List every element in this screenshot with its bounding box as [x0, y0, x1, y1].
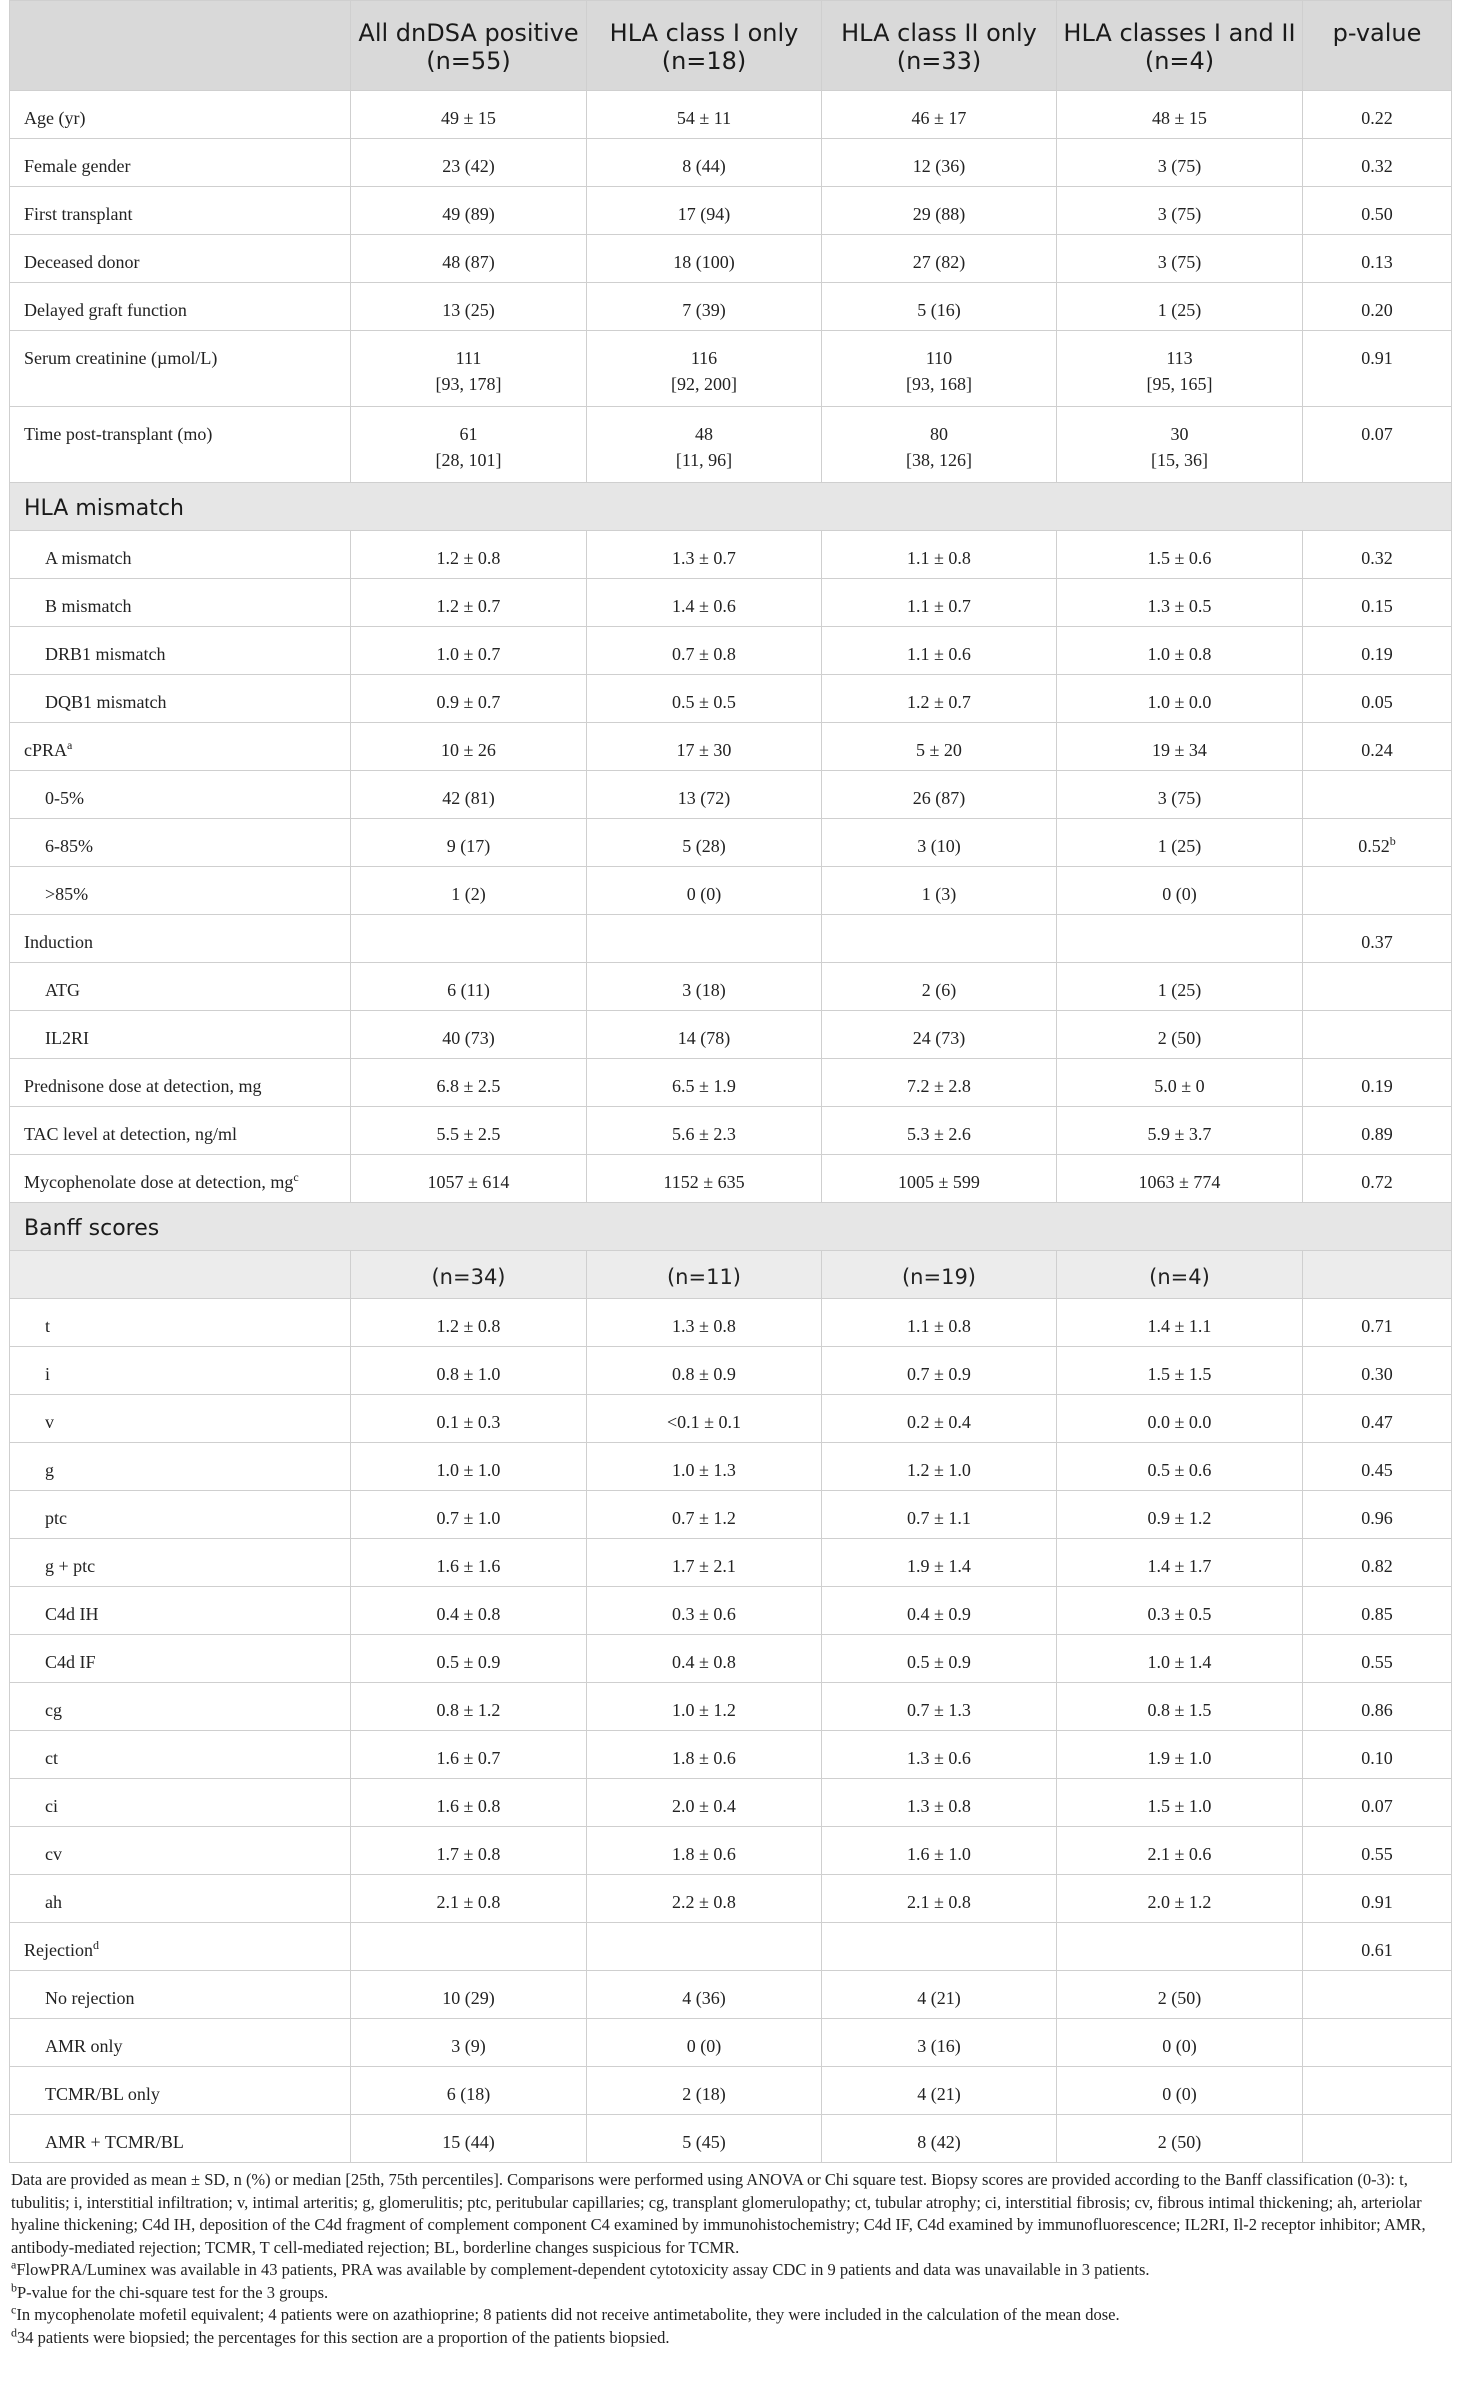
table-row: TCMR/BL only 6 (18) 2 (18) 4 (21) 0 (0): [10, 2067, 1452, 2115]
footnote-main: Data are provided as mean ± SD, n (%) or median [25th, 75th percentiles]. Comparisons were performed using ANOVA or Chi square test. Biopsy scores are provided according to the Banff classification (0-3): t, tubulitis; i, interstitial infiltration; v, intimal arteritis; g, glomerulitis; ptc, peritubular capillaries; cg, transplant glomerulopathy; ct, tubular atrophy; ci, interstitial fibrosis; cv, fibrous intimal thickening; ah, arteriolar hyaline thickening; C4d IH, deposition of the C4d fragment of complement component C4 examined by immunohistochemistry; C4d IF, C4d examined by immunofluorescence; IL2RI, Il-2 receptor inhibitor; AMR, antibody-mediated rejection; TCMR, T cell-mediated rejection; BL, borderline changes suspicious for TCMR.: [11, 2170, 1426, 2257]
table-row: AMR + TCMR/BL 15 (44) 5 (45) 8 (42) 2 (50): [10, 2115, 1452, 2163]
table-row: DQB1 mismatch 0.9 ± 0.7 0.5 ± 0.5 1.2 ± 0.7 1.0 ± 0.0 0.05: [10, 675, 1452, 723]
table-row: Time post-transplant (mo) 61 [28, 101] 48 [11, 96] 80 [38, 126] 30 [15, 36] 0.07: [10, 407, 1452, 483]
table-row: Age (yr) 49 ± 15 54 ± 11 46 ± 17 48 ± 15 0.22: [10, 91, 1452, 139]
table-row: AMR only 3 (9) 0 (0) 3 (16) 0 (0): [10, 2019, 1452, 2067]
footnote-d: $^d$34 patients were biopsied; the percentages for this section are a proportion of the patients biopsied.: [11, 2325, 670, 2347]
footnote-c: $^c$In mycophenolate mofetil equivalent; 4 patients were on azathioprine; 8 patients did not receive antimetabolite, they were included in the calculation of the mean dose.: [11, 2302, 1120, 2324]
table-row: ptc 0.7 ± 1.0 0.7 ± 1.2 0.7 ± 1.1 0.9 ± 1.2 0.96: [10, 1491, 1452, 1539]
table-footnotes: [9, 2163, 1451, 2349]
table-row: Female gender 23 (42) 8 (44) 12 (36) 3 (75) 0.32: [10, 139, 1452, 187]
header-all-dndsa: All dnDSA positive (n=55): [351, 1, 587, 91]
table-row: ATG 6 (11) 3 (18) 2 (6) 1 (25): [10, 963, 1452, 1011]
table-row: First transplant 49 (89) 17 (94) 29 (88) 3 (75) 0.50: [10, 187, 1452, 235]
table-row: cv 1.7 ± 0.8 1.8 ± 0.6 1.6 ± 1.0 2.1 ± 0.6 0.55: [10, 1827, 1452, 1875]
table-row: cg 0.8 ± 1.2 1.0 ± 1.2 0.7 ± 1.3 0.8 ± 1.5 0.86: [10, 1683, 1452, 1731]
table-row: Induction 0.37: [10, 915, 1452, 963]
section-hla-mismatch: HLA mismatch: [10, 483, 1452, 531]
table-row: No rejection 10 (29) 4 (36) 4 (21) 2 (50): [10, 1971, 1452, 2019]
table-row: C4d IH 0.4 ± 0.8 0.3 ± 0.6 0.4 ± 0.9 0.3 ± 0.5 0.85: [10, 1587, 1452, 1635]
table-row: B mismatch 1.2 ± 0.7 1.4 ± 0.6 1.1 ± 0.7 1.3 ± 0.5 0.15: [10, 579, 1452, 627]
table-row: Prednisone dose at detection, mg 6.8 ± 2.5 6.5 ± 1.9 7.2 ± 2.8 5.0 ± 0 0.19: [10, 1059, 1452, 1107]
table-row: v 0.1 ± 0.3 <0.1 ± 0.1 0.2 ± 0.4 0.0 ± 0.0 0.47: [10, 1395, 1452, 1443]
table-row: Rejection$^d$ 0.61: [10, 1923, 1452, 1971]
results-table-container: [9, 0, 1451, 2349]
table-row: >85% 1 (2) 0 (0) 1 (3) 0 (0): [10, 867, 1452, 915]
table-row: i 0.8 ± 1.0 0.8 ± 0.9 0.7 ± 0.9 1.5 ± 1.5 0.30: [10, 1347, 1452, 1395]
header-class-ii: HLA class II only (n=33): [822, 1, 1057, 91]
footnote-b: $^b$P-value for the chi-square test for the 3 groups.: [11, 2280, 329, 2302]
table-header-row: [10, 1, 1452, 91]
table-row: Deceased donor 48 (87) 18 (100) 27 (82) 3 (75) 0.13: [10, 235, 1452, 283]
table-row: ci 1.6 ± 0.8 2.0 ± 0.4 1.3 ± 0.8 1.5 ± 1.0 0.07: [10, 1779, 1452, 1827]
dndsa-characteristics-table: [9, 0, 1452, 2163]
table-row: IL2RI 40 (73) 14 (78) 24 (73) 2 (50): [10, 1011, 1452, 1059]
table-row: A mismatch 1.2 ± 0.8 1.3 ± 0.7 1.1 ± 0.8 1.5 ± 0.6 0.32: [10, 531, 1452, 579]
table-row: g + ptc 1.6 ± 1.6 1.7 ± 2.1 1.9 ± 1.4 1.4 ± 1.7 0.82: [10, 1539, 1452, 1587]
table-row: C4d IF 0.5 ± 0.9 0.4 ± 0.8 0.5 ± 0.9 1.0 ± 1.4 0.55: [10, 1635, 1452, 1683]
table-row: TAC level at detection, ng/ml 5.5 ± 2.5 5.6 ± 2.3 5.3 ± 2.6 5.9 ± 3.7 0.89: [10, 1107, 1452, 1155]
table-row: Serum creatinine (µmol/L) 111 [93, 178] 116 [92, 200] 110 [93, 168] 113 [95, 165] 0.91: [10, 331, 1452, 407]
banff-n-row: (n=34) (n=11) (n=19) (n=4): [10, 1251, 1452, 1299]
table-row: ct 1.6 ± 0.7 1.8 ± 0.6 1.3 ± 0.6 1.9 ± 1.0 0.10: [10, 1731, 1452, 1779]
header-blank: [10, 1, 351, 91]
header-p-value: p-value: [1303, 1, 1452, 91]
table-row: 6-85% 9 (17) 5 (28) 3 (10) 1 (25) 0.52$^b$: [10, 819, 1452, 867]
table-row: DRB1 mismatch 1.0 ± 0.7 0.7 ± 0.8 1.1 ± 0.6 1.0 ± 0.8 0.19: [10, 627, 1452, 675]
header-class-i-ii: HLA classes I and II (n=4): [1057, 1, 1303, 91]
table-row: 0-5% 42 (81) 13 (72) 26 (87) 3 (75): [10, 771, 1452, 819]
footnote-a: $^a$FlowPRA/Luminex was available in 43 patients, PRA was available by complement-dependent cytotoxicity assay CDC in 9 patients and data was unavailable in 3 patients.: [11, 2257, 1150, 2279]
section-banff-scores: Banff scores: [10, 1203, 1452, 1251]
table-row: t 1.2 ± 0.8 1.3 ± 0.8 1.1 ± 0.8 1.4 ± 1.1 0.71: [10, 1299, 1452, 1347]
table-row: cPRA$^a$ 10 ± 26 17 ± 30 5 ± 20 19 ± 34 0.24: [10, 723, 1452, 771]
table-row: Delayed graft function 13 (25) 7 (39) 5 (16) 1 (25) 0.20: [10, 283, 1452, 331]
table-row: ah 2.1 ± 0.8 2.2 ± 0.8 2.1 ± 0.8 2.0 ± 1.2 0.91: [10, 1875, 1452, 1923]
table-row: Mycophenolate dose at detection, $mg^c$ 1057 ± 614 1152 ± 635 1005 ± 599 1063 ± 774 0.72: [10, 1155, 1452, 1203]
table-row: g 1.0 ± 1.0 1.0 ± 1.3 1.2 ± 1.0 0.5 ± 0.6 0.45: [10, 1443, 1452, 1491]
header-class-i: HLA class I only (n=18): [587, 1, 822, 91]
